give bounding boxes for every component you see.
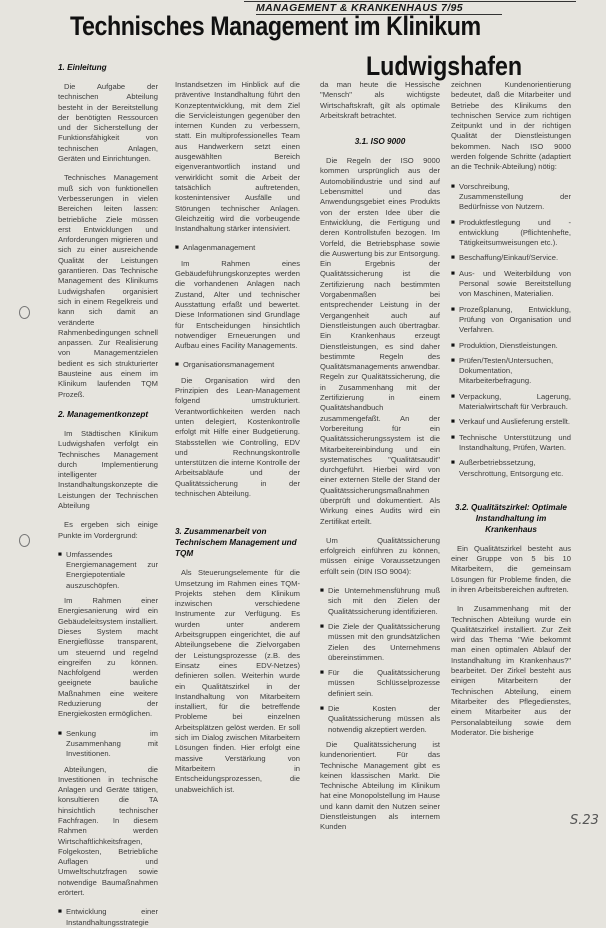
article-title-line-2: Ludwigshafen xyxy=(366,51,523,81)
list-item: ■ Produktfestlegung und -entwicklung (Pflichtenhefte, Tätigkeitsumweisungen etc.). xyxy=(451,218,571,249)
article-title-line-1: Technisches Management im Klinikum xyxy=(70,11,481,41)
bullet-list xyxy=(175,243,300,253)
list-item: ■ Beschaffung/Einkauf/Service. xyxy=(451,253,571,263)
list-item: ■ Entwicklung einer Instandhaltungsstrategie xyxy=(58,907,158,928)
section-heading-einleitung: 1. Einleitung xyxy=(58,63,107,72)
list-item: ■ Prüfen/Testen/Untersuchen, Dokumentation, Mitarbeiterbefragung. xyxy=(451,356,571,387)
paragraph: Instandsetzen im Hinblick auf die präventive Instandhaltung führt den Konzeptentwicklung, mit dem Ziel die Servicleistungen gegenüber den internen Kunden zu verbessern, statt. Ein multiprofessionelles Team aus Handwerkern setzt einen ausgewählten Bereich eigenverantwortlich instand und verwirklicht somit die Arbeit der tatsächlich auftretenden, kostenintensiver Ausfälle und Störungen technischer Anlagen. Gleichzeitig wird die vorbeugende Instandhaltung stärker intensiviert. xyxy=(175,80,300,234)
bullet-list xyxy=(320,586,440,735)
paragraph: In Zusammenhang mit der Technischen Abteilung wurde ein Qualitätszirkel installiert. Zur Zeit wird das Thema "Wie bekommt man einen optimalen Ablauf der Instandhaltung im Krankenhaus?" bearbeitet. Der Zirkel besteht aus einigen Mitarbeitern der Technischen Abteilung, einem Mitarbeiter des Pflegedienstes, einem Mitarbeiter aus der Personalabteilung sowie dem Moderator. Die bisherige xyxy=(451,604,571,737)
column-1 xyxy=(58,62,158,927)
paragraph: Technisches Management muß sich von funktionellen Verbesserungen in vielen Bereichen leiten lassen: betriebliche Ziele müssen erst Entwicklungen und Anforderungen migrieren und sich zu einer ausreichende Qualität der Leistungen garantieren. Das Technische Management des Klinikums Ludwigshafen organisiert sich in einem Regelkreis und kann sich damit an veränderte Rahmenbedingungen schnell anpassen. Zur Realisierung von Managementzielen bedient es sich strukturierter Bausteine aus einem im Klinikum laufenden TQM Prozeß. xyxy=(58,173,158,399)
paragraph: Die Regeln der ISO 9000 kommen ursprünglich aus der Automobilindustrie und sind auf Lebensmittel und das Anwendungsgebiet eines Produkts von der ersten Idee über die Entwicklung, die Fertigung und deren Kontrollstufen bezogen. Im Vorfeld, die Betriebsphase sowie die Auswertung bis zur Entsorgung. Ein Ergebnis der Qualitätssicherung ist die Zertifizierung nach bestimmten Vorgabenmaßen bei entsprechender Leistung in der Vergangenheit auch auf Dienstleistungen auch übertragbar. Ein Krankenhaus erzeugt Dienstleistungen, es sind daher bestimmte Regeln des Qualitätsmanagements anwendbar. Regeln zur Qualitätssicherung, die in Zusammenhang mit der Zertifizierung in einem Qualitätshandbuch zusammengefaßt. An der Vorbereitung für ein Qualitätssicherungssystem ist die Mitarbeitereinbindung und ein systematisches "Qualitätsaudit" durchgeführt. Hierbei wird von einer externen Stelle der Stand der Qualitätssicherungsmaßnahmen überprüft und dokumentiert. Als Wirkung eines Audits wird ein Zertifikat erteilt. xyxy=(320,156,440,526)
list-item: ■ Technische Unterstützung und Instandhaltung, Prüfen, Warten. xyxy=(451,433,571,454)
list-item: ■ Anlagenmanagement xyxy=(175,243,300,253)
bullet-list xyxy=(175,360,300,370)
list-item: ■ Die Unternehmensführung muß sich mit den Zielen der Qualitätssicherung identifizieren. xyxy=(320,586,440,617)
paragraph: Im Rahmen einer Energiesanierung wird ein Gebäudeleitsystem installiert. Dieses System macht Energieflüsse transparent, um steuernd und regelnd eingreifen zu können. Nachfolgend werden geeignete bauliche Maßnahmen eine weitere Reduzierung der Energiekosten ermöglichen. xyxy=(58,596,158,719)
section-heading-qualitaetszirkel: 3.2. Qualitätszirkel: Optimale Instandhaltung im Krankenhaus xyxy=(455,502,567,534)
column-4 xyxy=(451,80,571,834)
bullet-list xyxy=(58,550,158,591)
paragraph: Ein Qualitätszirkel besteht aus einer Gruppe von 5 bis 10 Mitarbeitern, die gemeinsam Lösungen für Probleme finden, die in ihren Arbeitsbereichen auftreten. xyxy=(451,543,571,594)
column-3 xyxy=(320,80,440,834)
paragraph: Abteilungen, die Investitionen in technische Anlagen und Geräte tätigen, konsultieren die TA hinsichtlich technischer Fachfragen. In diesem Rahmen werden Wirtschaftlichkeitsfragen, Folgekosten, Betriebliche Auflagen und Umweltschutzfragen sowie notwendige Baumaßnahmen erörtert. xyxy=(58,764,158,898)
list-item: ■ Die Ziele der Qualitätssicherung müssen mit den grundsätzlichen Zielen des Unternehmens übereinstimmen. xyxy=(320,622,440,663)
running-header: MANAGEMENT & KRANKENHAUS 7/95 xyxy=(256,2,464,14)
list-item: ■ Verkauf und Auslieferung erstellt. xyxy=(451,417,571,427)
handwritten-page-mark: S.23 xyxy=(570,813,599,828)
paragraph: Die Aufgabe der technischen Abteilung besteht in der Bereitstellung der benötigten Ressourcen und der Sicherstellung der Funktionsfähigkeit von technischen Anlagen, Geräten und Einrichtungen. xyxy=(58,82,158,164)
list-item: ■ Umfassendes Energiemanagement zur Energiepotentiale auszuschöpfen. xyxy=(58,550,158,591)
paragraph: Als Steuerungselemente für die Umsetzung im Rahmen eines TQM-Projekts stehen dem Klinikum inzwischen verschiedene Instrumente zur Verfügung. Es wurden unter anderem Arbeitsgruppen eingerichtet, die auf Abteilungsebene die Zielvorgaben der Leistungsprozesse (z.B. des Einsatz eines EDV-Netzes) definieren sollen. Weiterhin wurde ein Qualitätszirkel in der Instandhaltung von Mitarbeitern installiert, für die betreffende Probleme bei einzelnen Arbeitsplätzen gelöst werden. Er soll sich im Dialog zwischen Mitarbeitern Lösungen finden. Hier erfolgt eine massive Verstärkung von Mitarbeitern in Entscheidungsprozessen, die unabweichlich ist. xyxy=(175,568,300,794)
list-item: ■ Senkung im Zusammenhang mit Investitionen. xyxy=(58,729,158,760)
column-2 xyxy=(175,80,300,834)
paragraph: zeichnen Kundenorientierung bedeutet, daß die Mitarbeiter und Betriebe des Klinikums den technischen Service zum richtigen Zeitpunkt und in der richtigen Qualität der Dienstleistungen bekommen. Nach ISO 9000 werden folgende Schritte (adaptiert an die Technik-Abteilung) nötig: xyxy=(451,80,571,172)
paragraph: Die Qualitätssicherung ist kundenorientiert. Für das Technische Management gibt es keinen klassischen Markt. Die Technische Abteilung im Klinikum hat eine Monopolstellung im Hause und kann damit den Nutzen seiner Dienstleistungen als internem Kunden xyxy=(320,739,440,832)
bullet-list xyxy=(451,182,571,479)
list-item: ■ Die Kosten der Qualitätssicherung müssen als notwendig akzeptiert werden. xyxy=(320,704,440,735)
section-heading-iso-9000: 3.1. ISO 9000 xyxy=(354,137,406,147)
list-item: ■ Produktion, Dienstleistungen. xyxy=(451,341,571,351)
list-item: ■ Verpackung, Lagerung, Materialwirtschaft für Verbrauch. xyxy=(451,392,571,413)
paragraph: Es ergeben sich einige Punkte im Vordergrund: xyxy=(58,520,158,540)
list-item: ■ Vorschreibung, Zusammenstellung der Bedürfnisse von Nutzern. xyxy=(451,182,571,213)
section-heading-managementkonzept: 2. Managementkonzept xyxy=(58,409,149,419)
paragraph: Die Organisation wird den Prinzipien des Lean-Management folgend umstrukturiert. Verantwortlichkeiten werden nach unten delegiert, Kostenkontrolle erfolgt mit Hilfe einer Budgetierung. Stabsstellen wie Controlling, EDV und Rechnungskontrolle unterstützen die interne Kontrolle der Arbeitsabläufe und der Qualitätssicherung in der technischen Abteilung. xyxy=(175,375,300,498)
bullet-list xyxy=(58,729,158,760)
paragraph: Im Rahmen eines Gebäudeführungskonzeptes werden die vorhandenen Anlagen nach Zustand, Alter und technischer Ausstattung erfaßt und bewertet. Diese Informationen sind Grundlage für Entscheidungen hinsichtlich notwendiger Erneuerungen und Aufbau eines Facility Managements. xyxy=(175,258,300,351)
punch-hole-bottom xyxy=(19,534,30,547)
bullet-list xyxy=(58,907,158,928)
list-item: ■ Für die Qualitätssicherung müssen Schlüsselprozesse definiert sein. xyxy=(320,668,440,699)
list-item: ■ Prozeßplanung, Entwicklung, Prüfung von Organisation und Verfahren. xyxy=(451,305,571,336)
paragraph: da man heute die Hessische "Mensch" als wichtigste Wirtschaftskraft, gilt als optimale Arbeitskraft betrachtet. xyxy=(320,80,440,120)
list-item: ■ Außerbetriebssetzung, Verschrottung, Entsorgung etc. xyxy=(451,458,571,479)
list-item: ■ Organisationsmanagement xyxy=(175,360,300,370)
list-item: ■ Aus- und Weiterbildung von Personal sowie Bereitstellung von Maschinen, Materialien. xyxy=(451,269,571,300)
punch-hole-top xyxy=(19,306,30,319)
section-heading-zusammenarbeit: 3. Zusammenarbeit von Technischem Management und TQM xyxy=(175,527,297,559)
paragraph: Um Qualitätssicherung erfolgreich einführen zu können, müssen einige Voraussetzungen erfüllt sein (DIN ISO 9004): xyxy=(320,535,440,576)
paragraph: Im Städtischen Klinikum Ludwigshafen verfolgt ein Technisches Management durch Implementierung intelligenter Instandhaltungskonzepte die Leistungen der Technischen Abteilung xyxy=(58,428,158,510)
